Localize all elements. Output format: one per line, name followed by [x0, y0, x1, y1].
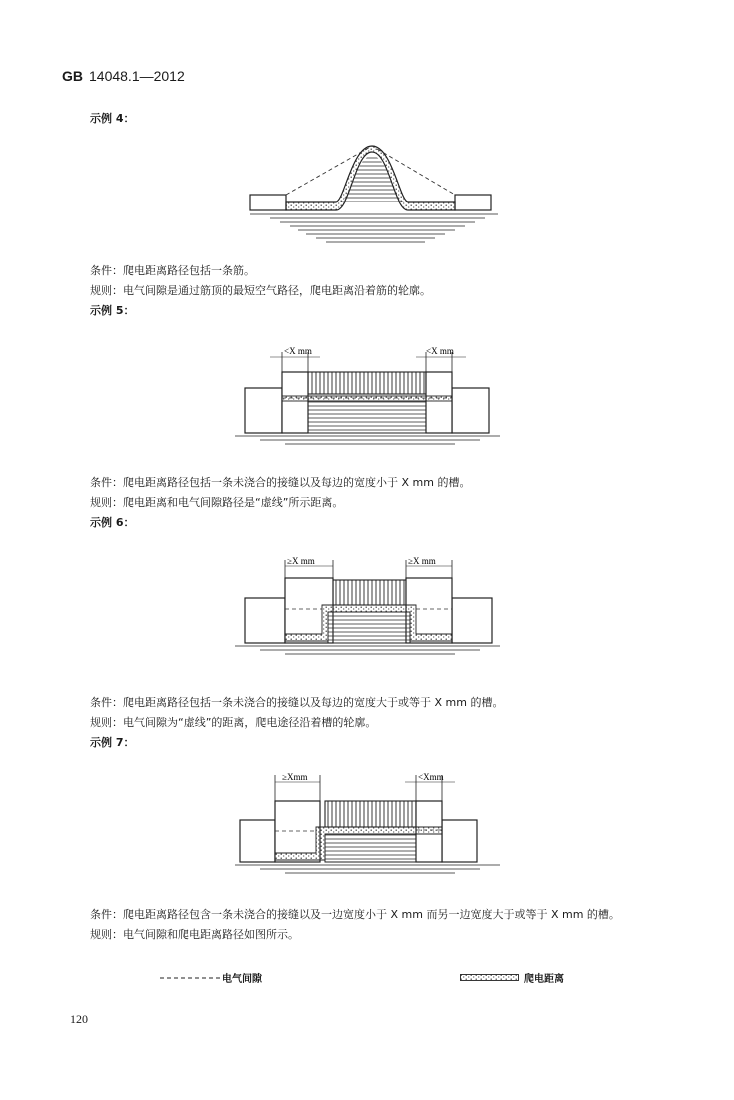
example-7-title: 示例 7： — [90, 736, 135, 749]
example-5-dim-left: <X mm — [284, 346, 312, 356]
example-7-rule: 规则：电气间隙和爬电距离路径如图所示。 — [90, 928, 299, 941]
example-4-title: 示例 4： — [90, 112, 135, 125]
example-5-dim-right: <X mm — [426, 346, 454, 356]
example-6-rule: 规则：电气间隙为“虚线”的距离，爬电途径沿着槽的轮廓。 — [90, 716, 377, 729]
legend-creepage-label: 爬电距离 — [524, 974, 564, 985]
legend-creepage — [460, 970, 564, 985]
example-7-dim-left: ≥Xmm — [282, 772, 308, 782]
example-7-condition: 条件：爬电距离路径包含一条未浇合的接缝以及一边宽度小于 X mm 而另一边宽度大于或等于 X mm 的槽。 — [90, 908, 620, 921]
dashed-line-icon — [160, 975, 222, 981]
example-6-figure — [230, 550, 510, 660]
dotted-band-icon — [460, 974, 520, 982]
example-7-figure — [230, 765, 510, 880]
example-6-dim-left: ≥X mm — [287, 556, 315, 566]
standard-code: GB — [62, 68, 83, 84]
example-4-rule: 规则：电气间隙是通过筋顶的最短空气路径，爬电距离沿着筋的轮廓。 — [90, 284, 431, 297]
document-header — [62, 68, 185, 84]
page-number: 120 — [70, 1012, 88, 1026]
example-5-condition: 条件：爬电距离路径包括一条未浇合的接缝以及每边的宽度小于 X mm 的槽。 — [90, 476, 471, 489]
example-6-condition: 条件：爬电距离路径包括一条未浇合的接缝以及每边的宽度大于或等于 X mm 的槽。 — [90, 696, 504, 709]
example-4-condition: 条件：爬电距离路径包括一条筋。 — [90, 264, 255, 277]
example-5-figure — [230, 340, 510, 450]
example-6-dim-right: ≥X mm — [408, 556, 436, 566]
example-5-title: 示例 5： — [90, 304, 135, 317]
example-6-title: 示例 6： — [90, 516, 135, 529]
legend-clearance — [160, 970, 262, 985]
standard-number: 14048.1—2012 — [89, 68, 185, 84]
example-4-figure — [240, 140, 510, 250]
example-7-dim-right: <Xmm — [418, 772, 444, 782]
example-5-rule: 规则：爬电距离和电气间隙路径是“虚线”所示距离。 — [90, 496, 344, 509]
legend-clearance-label: 电气间隙 — [222, 974, 262, 985]
